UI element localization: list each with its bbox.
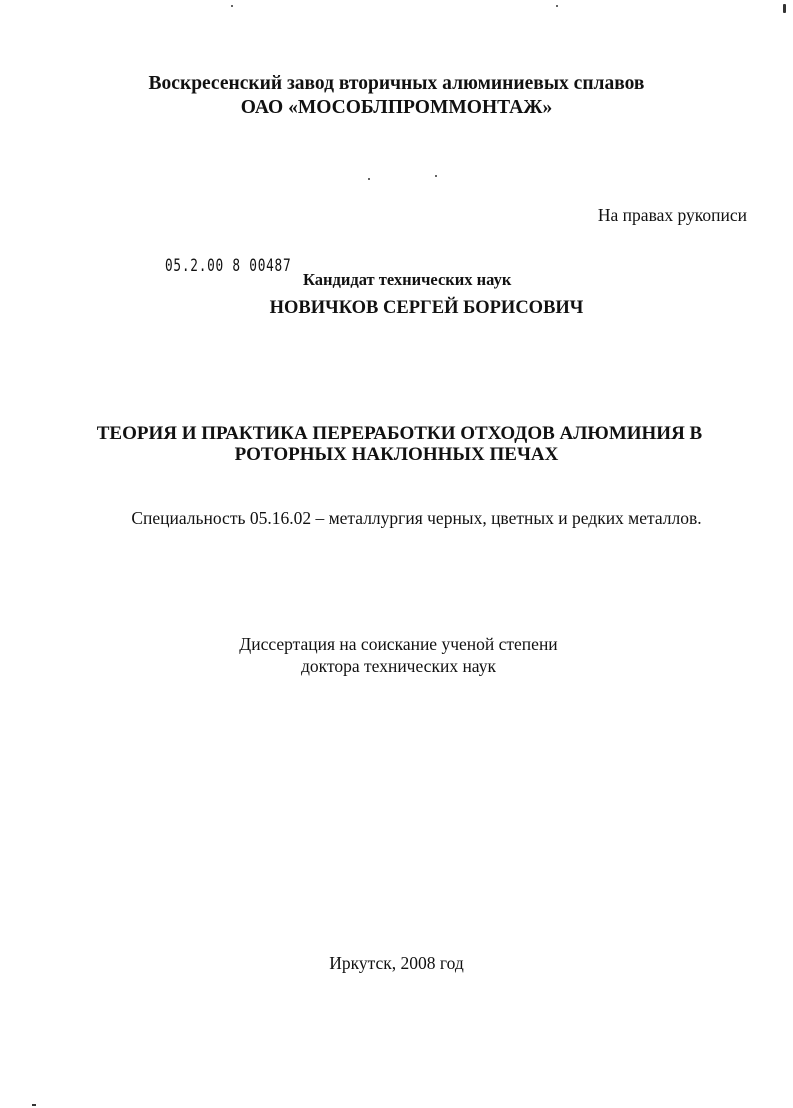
organization-company: ОАО «МОСОБЛПРОММОНТАЖ» xyxy=(240,97,553,118)
scan-speck xyxy=(32,1104,36,1106)
scan-speck xyxy=(231,5,233,7)
library-stamp: 05.2.00 8 00487 xyxy=(165,256,292,276)
place-year: Иркутск, 2008 год xyxy=(329,953,464,973)
scan-speck xyxy=(556,5,558,7)
dissertation-title-line2: РОТОРНЫХ НАКЛОННЫХ ПЕЧАХ xyxy=(234,444,559,465)
author-name: НОВИЧКОВ СЕРГЕЙ БОРИСОВИЧ xyxy=(269,298,584,318)
organization-name: Воскресенский завод вторичных алюминиевых сплавов xyxy=(148,73,645,94)
scan-speck xyxy=(435,175,437,177)
scan-speck xyxy=(368,178,370,180)
dissertation-title-line1: ТЕОРИЯ И ПРАКТИКА ПЕРЕРАБОТКИ ОТХОДОВ АЛЮМИНИЯ В xyxy=(96,423,703,444)
dissertation-degree-line1: Диссертация на соискание ученой степени xyxy=(239,634,558,654)
rights-note: На правах рукописи xyxy=(597,205,747,225)
author-degree: Кандидат технических наук xyxy=(303,270,512,289)
specialty: Специальность 05.16.02 – металлургия черных, цветных и редких металлов. xyxy=(131,508,702,528)
dissertation-degree-line2: доктора технических наук xyxy=(301,656,496,676)
scan-speck xyxy=(783,4,786,13)
